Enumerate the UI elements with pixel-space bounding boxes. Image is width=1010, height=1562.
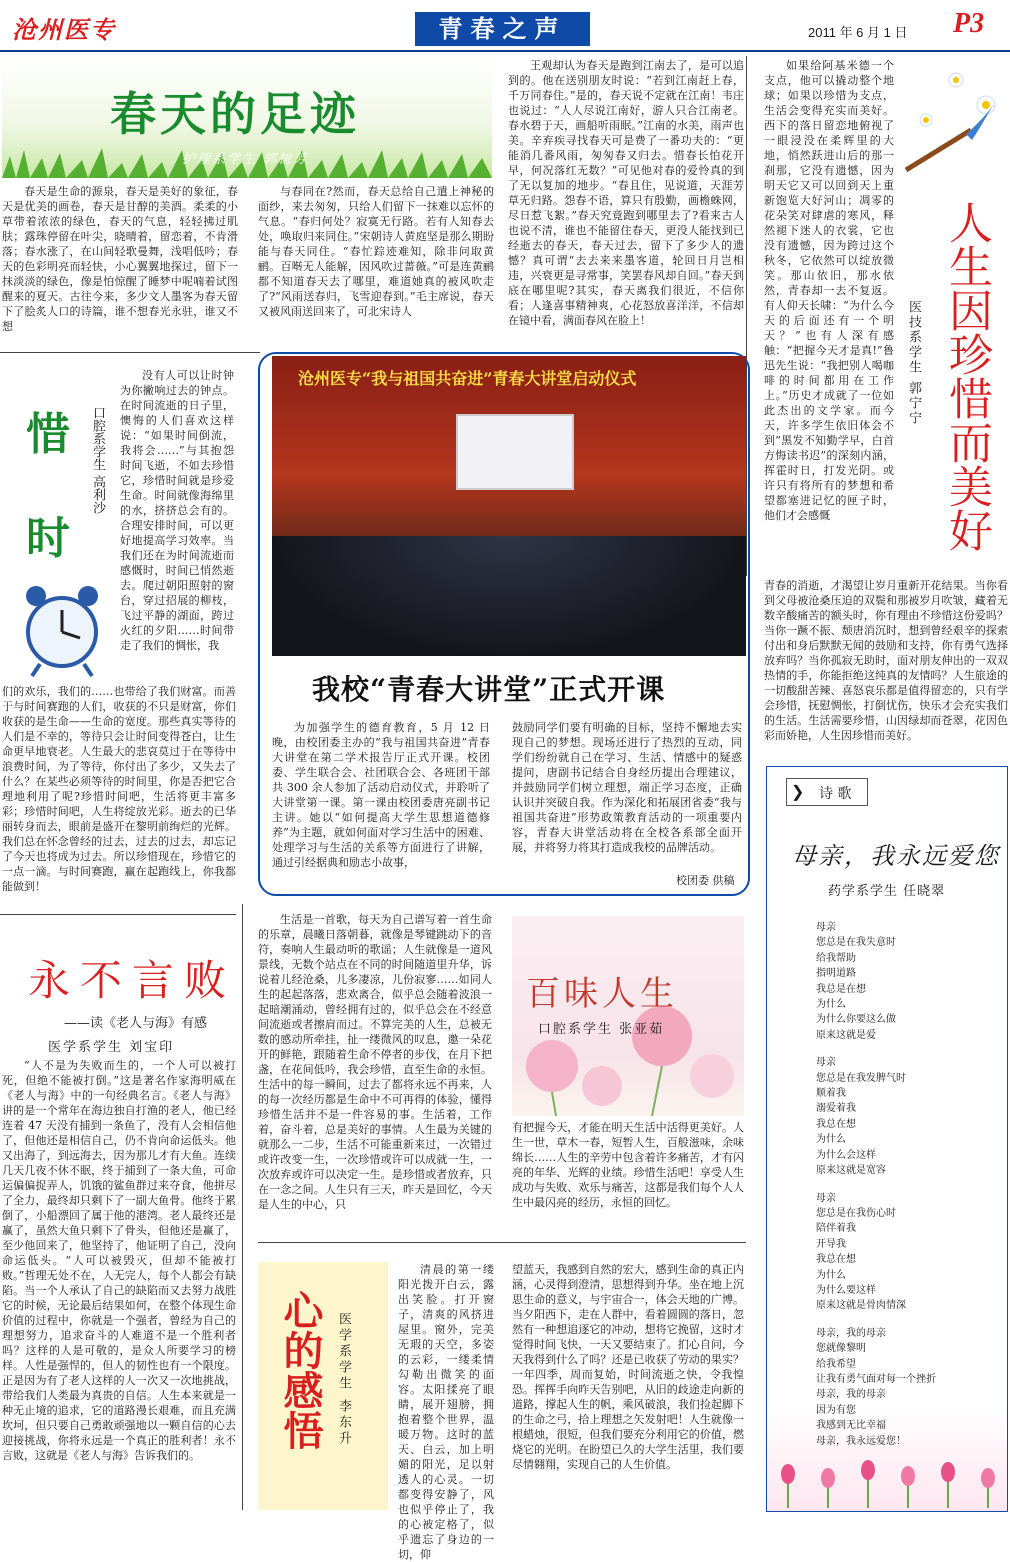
poem-stanza: 母亲，我的母亲 您就像黎明 给我希望 让我有勇气面对每一个挫折 母亲，我的母亲 因为有您 我感到无比幸福 母亲，我永远爱您！	[816, 1327, 936, 1447]
photo-article-col2: 鼓励同学们要有明确的目标，坚持不懈地去实现自己的梦想。现场还进行了热烈的互动，同学们纷纷就自己在学习、生活、情感中的疑惑提问，唐副书记结合自身经历提出合理建议，并鼓励同学们树立理想，端正学习态度，正确认识并突破自我。作为深化和拓展团省委“我与祖国共奋进”形势政策教育活动的一项重要内容，青春大讲堂活动将在全校各系部全面开展，并将努力将其打造成我校的品牌活动。	[512, 721, 742, 854]
time-text-wide: 们的欢乐，我们的……也带给了我们财富。而善于与时间赛跑的人们，收获的不只是财富，你们收获的是生命——生命的宽度。那些真实等待的人们是不幸的，等待只会让时间变得苍白，让生命更早地衰老。人生最大的悲哀莫过于在等待中浪费时间，为了等待，你付出了多少，又失去了什么？在某些必须等待的时间里，你是否把它合理地利用了呢?珍惜时间吧，生活将更丰富多彩；珍惜时间吧，人生将绽放光彩。逝去的已华丽转身而去，眼前是盛开在黎明前绚烂的光辉。我们总在怀念曾经的过去，过去的过去，却忘记了今天也将成为过去。所以珍惜现在，珍惜它的一点一滴。与时间赛跑，赢在起跑线上，你我都能做到！	[2, 685, 236, 893]
alarm-clock-icon	[12, 572, 112, 680]
divider	[0, 352, 260, 353]
life-byline: 口腔系学生 张亚茹	[538, 1022, 665, 1037]
poem-section-tab	[786, 778, 868, 806]
spring-byline: 护理系学生 郭树芳	[182, 152, 309, 167]
poem-section-label: 诗 歌	[819, 786, 852, 802]
divider	[242, 904, 243, 1510]
spring-text-col1: 春天是生命的源泉，春天是美好的象征，春天是优美的画卷，春天是甘醇的美酒。柔柔的小草带着浓浓的绿色，春天的气息，轻轻拂过肌肤；露珠停留在叶尖，晓晴着，留恋着，不肯滑落；春水涨了，在山间轻歌曼舞，浅唱低吟；春天的色彩明亮而轻快，小心翼翼地探过，留下一抹淡淡的绿色，像是怕惊醒了睡梦中呢喃着试图醒来的夏天。古往今来，多少文人墨客为春天留下了脍炙人口的诗篇，谁不想春光永驻，谁又不想	[2, 185, 238, 333]
divider	[258, 1242, 746, 1243]
paint-brush-decoration	[896, 60, 1006, 180]
page-number: P3	[953, 8, 985, 39]
divider	[0, 914, 236, 915]
cherish-text-top: 如果给阿基米德一个支点，他可以撬动整个地球；如果以珍惜为支点，生活会变得充实而美好。西下的落日留恋地俯视了一眼浸没在柔辉里的大地，悄然跃进山后的那一刹那，它没有遗憾，因为明天它又可以回到天上重新饱览大好河山；凋零的花朵笑对肆虐的寒风，释然褪下迷人的衣裳，它也没有遗憾，因为跨过这个秋冬，它依然可以绽放微笑。那山依旧，那水依然，青春却一去不复返。有人仰天长啸：“为什么今天的后面还有一个明天？”也有人深有感触：“把握今天才是真!”鲁迅先生说：“我把别人喝咖啡的时间都用在工作上。”历史才成就了一位如此杰出的文学家。而今天，许多学生依旧体会不到“黑发不知勤学早，白首方悔读书迟”的深刻内涵，挥霍时日，打发光阴。或许只有将所有的梦想和希望都塞进记忆的匣子时，他们才会感慨	[764, 59, 894, 522]
photo-banner: 沧州医专“我与祖国共奋进”青春大讲堂启动仪式	[298, 369, 637, 388]
section-banner: 青春之声	[415, 12, 590, 46]
time-title-b: 时	[26, 513, 70, 564]
spring-title: 春天的足迹	[110, 87, 360, 141]
heart-text-col1: 清晨的第一缕阳光拨开白云，露出笑脸。打开窗子，清爽的风挤进屋里。窗外，完美无瑕的天空，多姿的云彩，一缕柔情勾勒出微笑的面容。太阳揉亮了眼睛，展开翅膀，拥抱着整个世界，温暖万物。这时的蓝天、白云，加上明媚的阳光，足以射透人的心灵。一切都变得安静了，风也似乎停止了，我的心被定格了，似乎遗忘了身边的一切，仰	[398, 1263, 494, 1561]
audience	[272, 536, 746, 656]
life-text-right: 有把握今天，才能在明天生活中活得更美好。人生一世，草木一春，短暂人生，百般滋味，余味绵长……人生的辛劳中包含着许多痛苦，才有闪亮的年华、光辉的业绩。珍惜生活吧！享受人生成功与失败、欢乐与痛苦，这都是我们每个人人生中最闪亮的经历，永恒的回忆。	[512, 1121, 744, 1209]
poem-byline: 药学系学生 任晓翠	[828, 884, 946, 899]
photo-article-title: 我校“青春大讲堂”正式开课	[312, 673, 666, 706]
spring-text-col2: 与春同在?然而，春天总给自己遣上神秘的面纱，来去匆匆，只给人们留下一抹难以忘怀的气息。“春归何处？寂寞无行路。若有人知春去处，唤取归来同住。”宋朝诗人黄庭坚是那么期盼能与春天同住。“春忙踪迹难知，除非问取黄鹂。百啭无人能解，因风吹过蔷薇。”可是连黄鹂都不知道春天去了哪里，难道她真的被风吹走了?“风雨送春归，飞雪迎春到。”毛主席说，春天又被风雨送回来了，可北宋诗人	[258, 185, 494, 318]
lecture-photo	[272, 356, 746, 656]
photo-article-credit: 校团委 供稿	[676, 874, 735, 887]
poem-stanza: 母亲 您总是在我伤心时 陪伴着我 开导我 我总在想 为什么 为什么要这样 原来这就是骨肉情深	[816, 1192, 906, 1312]
spring-text-col3: 王观却认为春天是跑到江南去了，是可以追到的。他在送别朋友时说：“若到江南赶上春，千万同春住。”是的，春天说不定就在江南！韦庄也说过：“人人尽说江南好，游人只合江南老。春水碧于天，画船听雨眠。”江南的水美，雨声也美。辛弃疾寻找春天可是费了一番功夫的：“更能消几番风雨，匆匆春又归去。惜春长怕花开早，何况落红无数？”可见他对春的爱怜真的到了无以复加的地步。“春且住，见说道，天涯芳草无归路。怨春不语，算只有殷勤，画檐蛛网，尽日惹飞絮。”春天究竟跑到哪里去了?看来古人也说不清，谁也不能留住春天，更没人能找到已经逝去的春天，春天过去，留下了多少人的遗憾？真可谓“去去来来墨客道，轮回日月岂相违，兴衰更是寻常事，笑罢春风却自回。”春天到底在哪里呢?其实，春天离我们很近，不信你看；人逢喜事精神爽，心花怒放喜洋洋，不信却在镜中看，满面春风在脸上！	[508, 59, 744, 327]
heart-text-col2: 望蓝天，我感到自然的宏大，感到生命的真正内涵，心灵得到澄清，思想得到升华。坐在地上沉思生命的意义，与宇宙合一，体会天地的广博。当夕阳西下，走在人群中，看着圆圆的落日，忽然有一种想追逐它的冲动，想将它挽留，这时才觉得时间飞快，一天又要结束了。扪心自问，今天我得到什么了吗？还是已收获了劳动的果实？一年四季，周而复始，时间流逝之快，令我惶恐。挥挥手向昨天告别吧，从旧的歧途走向新的道路，撑起人生的帆，乘风破浪，我们捡起脚下的生命之弓，拾上理想之矢发射吧！人生就像一根蜡烛，很短，但我们要充分利用它的价值，燃烧它的光明。在盼望已久的大学生活里，我们要尽情翱翔，实现自己的人生价值。	[512, 1263, 744, 1471]
time-byline: 口腔系学生 高利沙	[90, 406, 105, 515]
poem-body	[816, 920, 996, 1449]
cherish-byline: 医技系学生 郭宁宁	[906, 300, 921, 427]
photo-article-col1: 为加强学生的德育教育，5 月 12 日晚，由校团委主办的“我与祖国共奋进”青春大讲堂在第二学术报告厅正式开课。校团委、学生联合会、社团联合会、各班团干部共 300 余人参加了活动启动仪式，并聆听了大讲堂第一课。第一课由校团委唐亮副书记主讲。她以“如何提高大学生思想道德修养”为主题，就如何面对学习生活中的困难、处理学习与生活的关系等方面进行了讲解，通过引经据典和励志小故事，	[272, 721, 490, 869]
paper-name: 沧州医专	[12, 15, 116, 44]
life-title: 百味人生	[526, 974, 678, 1014]
issue-date: 2011 年 6 月 1 日	[808, 25, 908, 40]
never-title: 永不言败	[28, 956, 237, 1005]
cherish-text-bottom: 青春的消逝，才渴望让岁月重新开花结果。当你看到父母被沧桑压迫的双鬓和那被岁月吹皱，藏着无数辛酸痛苦的额头时，你有理由不珍惜这份爱吗？当你一蹶不振、颓唐消沉时，想到曾经艰辛的探索付出和身后默默无闻的鼓励和支持，你有勇气选择放弃吗？当你孤寂无助时，面对朋友伸出的一双双热情的手，你能拒绝这纯真的友情吗？人生旅途的一切酸甜苦辣、喜怒哀乐都是值得留恋的，只有学会珍惜，抚慰惆怅，打倒忧伤，快乐才会充实我们的生活。生活需要珍惜，山因绿却而苍翠，花因色彩而娇艳，人生因珍惜而美好。	[764, 579, 1008, 742]
heart-byline: 医学系学生 李东升	[336, 1312, 351, 1448]
never-byline: 医学系学生 刘宝印	[48, 1040, 175, 1055]
never-subtitle: ——读《老人与海》有感	[64, 1016, 208, 1031]
poem-stanza: 母亲 您总是在我发脾气时 顺着我 溺爱着我 我总在想 为什么 为什么会这样 原来这就是宽容	[816, 1057, 906, 1177]
life-text-left: 生活是一首歌，每天为自己谱写着一首生命的乐章，晨曦日落朝暮，就像是琴键跳动下的音符，奏响人生最动听的歌谣；人生就像是一道风景线，无数个站点在不同的时间随道里升华，诉说着儿经沧桑，儿多凄凉，儿份寂寥……如同人生的起起落落，悲欢离合，似乎总会随着波浪一起暗潮涌动，曾经拥有过的，似乎总会在不经意间流逝或者擦肩而过。不算完美的人生，总被无数的感动所牵挂，扯一缕微风的叹息，邀一朵花开的鲜艳，跟随着生命不停者的步伐，在月下把盏，在花间低吟，我会珍惜，直至生命的永恒。生活中的每一瞬间，过去了都将永远不再来，人的每一次经历都是生命中不可再得的体验，懂得珍惜生活并不是一件容易的事。生活着，工作着，奋斗着，总是美好的事情。人生最为关键的就那么一二步，生活不可能重新来过，一次错过或许改变一生，一次珍惜或许可以成就一生，一次放弃或许可以决定一生。是珍惜或者放弃，只在一念之间。人生只有三天，昨天是回忆，今天是人生的中心，只	[258, 913, 492, 1211]
life-flower-image	[512, 916, 744, 1116]
cherish-title-text: 人生因珍惜而美好	[941, 200, 992, 552]
time-text-narrow: 没有人可以让时钟为你撇响过去的钟点。在时间流逝的日子里，懊悔的人们喜欢这样说：“如果时间倒流，我将会……”与其抱怨时间飞逝，不如去珍惜它，珍惜时间就是珍爱生命。时间就像海绵里的水，挤挤总会有的。合理安排时间，可以更好地提高学习效率。当我们还在为时间流逝而感慨时，时间已悄然逝去。爬过朝阳照射的窗台，穿过招展的柳枝，飞过平静的湖面，跨过火红的夕阳……时间带走了我们的惆怅，我	[120, 369, 234, 652]
never-text: “人不是为失败而生的，一个人可以被打死，但绝不能被打倒。”这是著名作家海明威在《老人与海》中的一句经典名言。《老人与海》讲的是一个常年在海边独自打渔的老人，他已经连着 47 天没有捕到一条鱼了，没有人会相信他了，但他还是相信自己，仍不肯向命运低头。他又出海了，到远海去，因为那儿才有大鱼。连续几天几夜不休不眠，终于捕到了一条大鱼，可命运偏偏捉弄人，饥饿的鲨鱼群过来夺食，他拼尽了全力，最终却只剩下了一副大鱼骨。他终于累倒了，小船漂回了属于他的港湾。老人最终还是赢了，虽然大鱼只剩下了骨头，但他还是赢了，至少他回来了，他坚持了，他证明了自己，没向命运低头。“人可以被毁灭，但却不能被打败。”哲理无处不在，人无完人，每个人都会有缺陷。当一个人承认了自己的缺陷而又去努力战胜它的时候，无论最后结果如何，在整个体现生命价值的过程中，你就是一个强者，曾经为自己的理想努力，追求奋斗的人难道不是一个胜利者吗？这样的人是可敬的，是众人所要学习的榜样。人性是强悍的，但人的韧性也有一个限度。正是因为有了老人这样的人一次又一次地挑战，带给我们人类最为真贵的自信。人生本来就是一种无止境的追求，它的道路漫长艰难，而且充满坎坷，但只要自己勇敢顽强地以一颗自信的心去迎接挑战，你将永远是一个真正的胜利者！永不言败，这就是《老人与海》告诉我们的。	[2, 1059, 236, 1462]
tulip-decoration	[768, 1440, 1006, 1508]
spring-header	[2, 56, 492, 178]
cherish-title	[936, 200, 996, 562]
time-title-a: 惜	[26, 409, 70, 460]
heart-title: 心的感悟	[277, 1290, 324, 1450]
chevron-right-icon: ❯	[791, 782, 805, 801]
poem-stanza: 母亲 您总是在我失意时 给我帮助 指明道路 我总是在想 为什么 为什么你要这么做 原来这就是爱	[816, 922, 896, 1041]
projector-screen	[456, 414, 574, 490]
poem-title: 母亲，我永远爱您	[792, 842, 1000, 870]
